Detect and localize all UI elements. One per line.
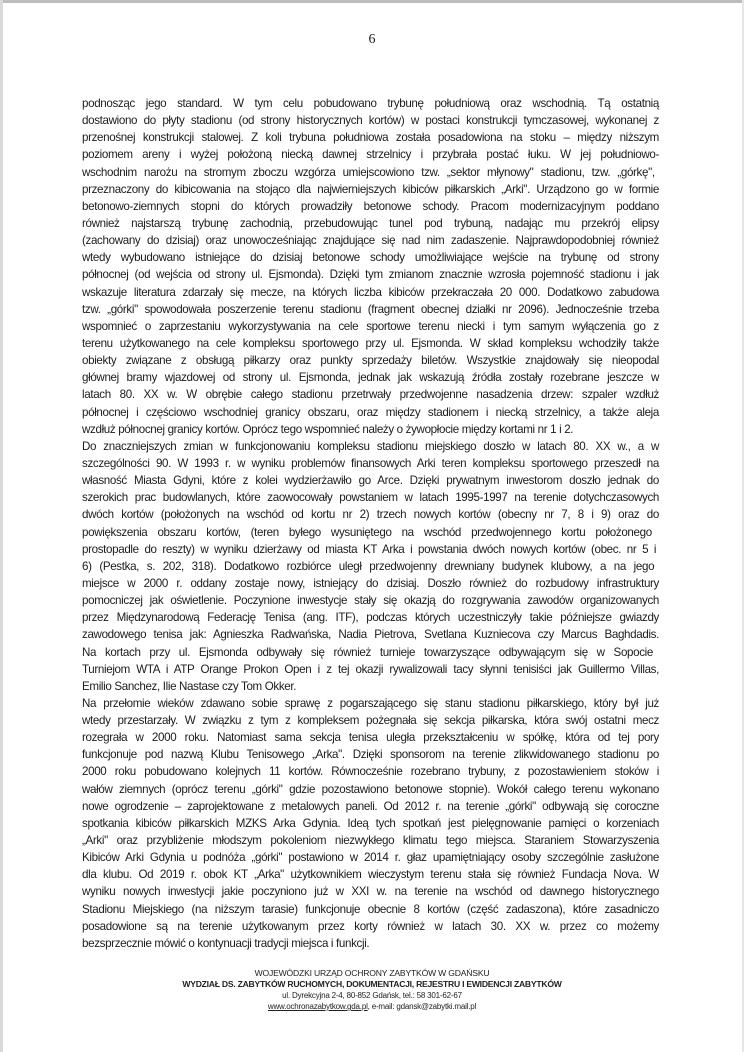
text-line: północnej (od wejścia od strony ul. Ejsmonda). Dzięki tym zmianom znacznie wzrosła pojemność stadionu i jak <box>82 268 659 282</box>
text-line: Na kortach przy ul. Ejsmonda odbywały się również turnieje towarzyszące odbywającym się w Sopocie <box>82 645 654 659</box>
text-line: wtedy przestarzały. W związku z tym z kompleksem pożegnała się sekcja piłkarska, która swój ostatni mecz <box>82 714 659 728</box>
text-line: wskazuje literatura zdarzały się mecze, na których liczba kibiców przekraczała 20 000. Dodatkowo zabudowa <box>82 285 659 299</box>
text-line: również najstarszą trybunę zachodnią, przebudowując tunel pod trybuną, nadając mu przekrój elipsy <box>82 216 659 230</box>
footer-email: , e-mail: gdansk@zabytki.mail.pl <box>367 1002 477 1011</box>
text-line: spotkania kibiców piłkarskich MZKS Arka Gdynia. Ideą tych spotkań jest pielęgnowanie pamięci o korzeniach <box>82 816 659 830</box>
text-line: dwóch kortów (położonych na wschód od kortu nr 2) trzech nowych kortów (obecny nr 7, 8 i 9) oraz do <box>82 508 659 522</box>
text-line: Emilio Sanchez, Ilie Nastase czy Tom Okker. <box>82 679 297 693</box>
text-line: przenośnej konstrukcji stalowej. Z koli trybuna południowa została posadowiona na stoku – między niższym <box>82 131 659 145</box>
text-line: dostawiono do płyty stadionu (od strony historycznych kortów) w postaci konstrukcji tymczasowej, wykonanej z <box>82 114 659 128</box>
text-line: latach 80. XX w. W obrębie całego stadionu przetrwały przedwojenne nasadzenia drzew: szpaler wzdłuż <box>82 388 659 402</box>
text-line: obiekty związane z obsługą piłkarzy oraz punkty sprzedaży biletów. Wszystkie znajdowały się nieopodal <box>82 354 659 368</box>
text-line: głównej bramy wjazdowej od strony ul. Ejsmonda, jednak jak wskazują źródła zostały rozebrane jeszcze w <box>82 371 659 385</box>
text-line: dla klubu. Od 2019 r. obok KT „Arka" użytkownikiem wieczystym terenu stała się również Fundacja Nova. W <box>82 868 659 882</box>
text-line: terenu użytkowanego na cele kompleksu sportowego przy ul. Ejsmonda. W skład kompleksu wchodziły także <box>82 336 659 350</box>
text-line: pomocniczej jak oświetlenie. Poczynione inwestycje stały się okazją do rozgrywania zawodów organizowanych <box>82 594 659 608</box>
text-line: szczególności 90. W 1993 r. w wyniku problemów finansowych Arki teren kompleksu sportowego przeszedł na <box>82 456 659 470</box>
text-line: wtedy wybudowano istniejące do dzisiaj betonowe schody umożliwiające wejście na trybunę od strony <box>82 251 659 265</box>
footer-contact <box>0 1001 744 1012</box>
text-line: (zachowany do dzisiaj) oraz unowocześniając znajdujące się nad nim zadaszenie. Najprawdopodobniej również <box>82 234 659 248</box>
text-line: nowe ogrodzenie – zaprojektowane z metalowych paneli. Od 2012 r. na terenie „górki" odbywają się coroczne <box>82 799 659 813</box>
text-line: 2000 roku pobudowano kolejnych 11 kortów. Równocześnie rozebrano trybuny, z pozostawieniem stoków i <box>82 765 659 779</box>
text-line: podnosząc jego standard. W tym celu pobudowano trybunę południową oraz wschodnią. Tą ostatnią <box>82 97 659 110</box>
text-line: „Arki" oraz przybliżenie młodszym pokoleniom niezwykłego klimatu tego miejsca. Staraniem Stowarzyszenia <box>82 834 659 848</box>
text-line: rozegrała w 2000 roku. Natomiast sama sekcja tenisa uległa przekształceniu w spółkę, która od tej pory <box>82 731 659 745</box>
text-line: wałów ziemnych (oprócz terenu „górki" gdzie pozostawiono betonowe stopnie). Wokół całego terenu wykonano <box>82 782 659 796</box>
text-line: wyniku nowych inwestycji jakie poczyniono już w XXI w. na terenie na wschód od dawnego historycznego <box>82 885 659 899</box>
text-line: Stadionu Miejskiego (na niższym tarasie) funkcjonuje obecnie 8 kortów (część zadaszona), które zasadniczo <box>82 902 659 916</box>
footer-website-link[interactable]: www.ochronazabytkow.gda.pl <box>267 1002 368 1011</box>
text-line: bezsprzecznie mówić o kontynuacji tradycji miejsca i funkcji. <box>82 936 370 950</box>
text-line: przeznaczony do kibicowania na stojąco dla najwierniejszych kibiców piłkarskich „Arki". Urządzono go w formie <box>82 182 659 196</box>
footer-address: ul. Dyrekcyjna 2-4, 80-852 Gdańsk, tel.: 58 301-62-67 <box>282 991 462 1000</box>
text-line: Turniejom WTA i ATP Orange Prokon Open i z tej okazji rywalizowali tacy słynni tenisiści jak Guillermo Villas, <box>82 662 659 676</box>
text-line: funkcjonuje pod nazwą Klubu Tenisowego „Arka". Dzięki sponsorom na terenie zlikwidowanego stadionu po <box>82 748 659 762</box>
scan-left-edge <box>0 0 3 1052</box>
text-line: betonowo-ziemnych stopni do których prowadziły betonowe schody. Pracom modernizacyjnym poddano <box>82 199 659 213</box>
text-line: miejsce w 2000 r. oddany zostaje nowy, istniejący do dzisiaj. Doszło również do rozbudowy infrastruktury <box>82 576 659 590</box>
text-line: wspomnieć o zaprzestaniu wykorzystywania na cele sportowe terenu niecki i tym samym wyłączenia go z <box>82 319 659 333</box>
scan-top-edge <box>0 0 744 3</box>
body-text <box>82 95 659 952</box>
text-line: północnej i częściowo wschodniej granicy obszaru, oraz między stadionem i niecką strzelnicy, a także aleja <box>82 405 659 419</box>
text-line: zawodowego tenisa jak: Agnieszka Radwańska, Nadia Pietrova, Svetlana Kuzniecova czy Marcus Baghdadis. <box>82 628 659 642</box>
text-line: poziomem areny i wyżej położoną niecką dawnej strzelnicy i przybrała postać łuku. W jej południowo- <box>82 148 659 162</box>
footer-department: WYDZIAŁ DS. ZABYTKÓW RUCHOMYCH, DOKUMENTACJI, REJESTRU I EWIDENCJI ZABYTKÓW <box>182 979 562 989</box>
text-line: posadowione są na terenie użytkowanym przez korty również w latach 30. XX w. przez co możemy <box>82 919 659 933</box>
footer <box>0 968 744 1012</box>
text-line: wzdłuż północnej granicy kortów. Oprócz tego wspomnieć należy o żywopłocie między kortami nr 1 i 2. <box>82 422 574 436</box>
text-line: powiększenia obszaru kortów, (teren byłego wysuniętego na wschód przedwojennego kortu położonego <box>82 525 652 539</box>
text-line: prostopadle do reszty) w wyniku dzierżawy od miasta KT Arka i powstania dwóch nowych kortów (obec. nr 5 i <box>82 542 657 556</box>
page-number: 6 <box>368 32 376 47</box>
text-line: Na przełomie wieków zdawano sobie sprawę z pogarszającego się stanu stadionu piłkarskiego, który był już <box>82 696 659 710</box>
text-line: szerokich prac budowlanych, które zaowocowały powstaniem w latach 1995-1997 na terenie dotychczasowych <box>82 491 659 505</box>
text-line: tzw. „górki" spowodowała poszerzenie terenu stadionu (fragment obecnej działki nr 2096). Jednocześnie trzeba <box>82 302 659 316</box>
text-line: 6) (Pestka, s. 202, 318). Dodatkowo rozbiórce uległ przedwojenny drewniany budynek klubowy, a na jego <box>82 559 655 573</box>
footer-institution: WOJEWÓDZKI URZĄD OCHRONY ZABYTKÓW W GDAŃSKU <box>254 968 490 978</box>
text-line: własność Miasta Gdyni, które z kolei wydzierżawiło go Arce. Dzięki prywatnym inwestorom doszło jednak do <box>82 474 659 488</box>
text-line: przez Międzynarodową Federację Tenisa (ang. ITF), podczas których uczestniczyły takie późniejsze gwiazdy <box>82 611 659 625</box>
text-line: wschodnim narożu na stromym zboczu wzgórza umiejscowiono tzw. „sektor młynowy" stadionu, tzw. „górkę", <box>82 165 655 179</box>
text-line: Kibiców Arki Gdynia u podnóża „górki" postawiono w 2014 r. głaz upamiętniający osoby szczególnie zasłużone <box>82 851 659 865</box>
text-line: Do znaczniejszych zmian w funkcjonowaniu kompleksu stadionu miejskiego doszło w latach 80. XX w., a w <box>82 439 659 453</box>
